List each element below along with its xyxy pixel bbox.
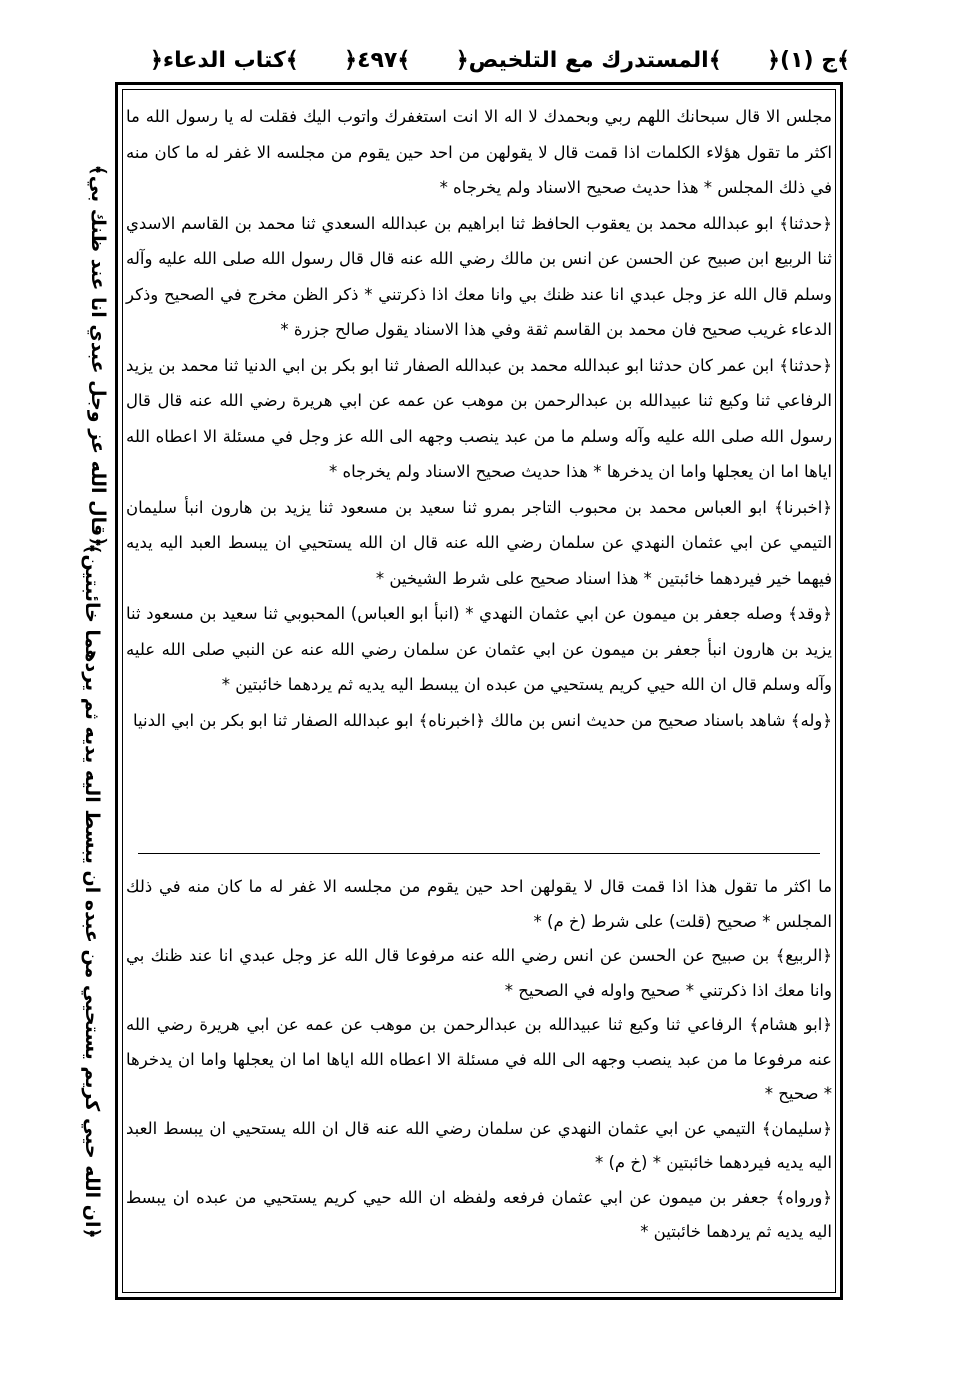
paragraph: ﴿وقد﴾ وصله جعفر بن ميمون عن ابي عثمان النهدي * (انبأ ابو العباس) المحبوبي ثنا سعيد بن مسعود ثنا يزيد بن هارون انبأ جعفر بن ميمون عن ابي عثمان عن سلمان رضي الله عنه عن النبي صلى الله عليه وآله وسلم قال ان الله حيي كريم يستحيي من عبده ان يبسط اليه يديه ثم يردهما خائبتين * (126, 604, 832, 694)
page-frame (115, 82, 843, 1300)
summary-text (126, 870, 832, 1290)
paragraph: ﴿اخبرنا﴾ ابو العباس محمد بن محبوب التاجر بمرو ثنا سعيد بن مسعود ثنا يزيد بن هارون انبأ سليمان التيمي عن ابي عثمان النهدي عن سلمان رضي الله عنه قال ان الله يستحيي ان يبسط العبد اليه يديه فيهما خير فيردهما خائبتين * هذا اسناد صحيح على شرط الشيخين * (126, 497, 832, 588)
section-divider (138, 853, 820, 854)
margin-note-2: ﴿ان الله حيي كريم يستحيي من عبده ان يبسط اليه يديه ثم يردهما خائبتين﴾ (81, 543, 103, 1239)
margin-note-1: ﴿قال الله عز وجل عبدي انا عند ظنك بي﴾ (87, 164, 109, 548)
page-header (150, 40, 850, 80)
summary-paragraph: ﴿ورواه﴾ جعفر بن ميمون عن ابي عثمان فرفعه ولفظه ان الله حيي كريم يستحيي من عبده ان يبسط اليه يديه ثم يردهما خائبتين * (126, 1187, 832, 1241)
page-number: ﴿٤٩٧﴾ (344, 47, 411, 73)
summary-paragraph: ﴿الربيع﴾ بن صبيح عن الحسن عن انس رضي الله عنه مرفوعا قال الله عز وجل عبدي انا عند ظنك بي وانا معك اذا ذكرتني * صحيح واوله في الصحيح * (126, 946, 832, 1000)
volume-number: ﴿ج (١)﴾ (767, 47, 850, 73)
paragraph: مجلس الا قال سبحانك اللهم ربي وبحمدك لا اله الا انت استغفرك واتوب اليك فقلت له يا رسول الله ما اكثر ما تقول هؤلاء الكلمات اذا قمت قال لا يقولهن من احد حين يقوم من مجلسه الا غفر له ما كان منه في ذلك المجلس * هذا حديث صحيح الاسناد ولم يخرجاه * (126, 107, 832, 197)
summary-paragraph: ما اكثر ما تقول هذا اذا قمت قال لا يقولهن احد حين يقوم من مجلسه الا غفر له ما كان منه في ذلك المجلس * صحيح (قلت) على شرط (خ م) * (126, 877, 832, 931)
paragraph: ﴿حدثنا﴾ ابن عمر كان حدثنا ابو عبدالله محمد بن عبدالله الصفار ثنا ابو بكر بن ابي الدنيا ثنا محمد بن يزيد الرفاعي ثنا وكيع ثنا عبيدالله بن عبدالرحمن بن موهب عن عمه عن ابي هريرة رضي الله عنه قال قال رسول الله صلى الله عليه وآله وسلم ما من عبد ينصب وجهه الى الله عز وجل في مسئلة الا اعطاه الله اياها اما ان يعجلها واما ان يدخرها * هذا حديث صحيح الاسناد ولم يخرجاه * (126, 355, 832, 481)
paragraph: ﴿وله﴾ شاهد باسناد صحيح من حديث انس بن مالك ﴿اخبرناه﴾ ابو عبدالله الصفار ثنا ابو بكر بن ابي الدنيا (132, 710, 832, 730)
main-text (126, 99, 832, 819)
paragraph: ﴿حدثنا﴾ ابو عبدالله محمد بن يعقوب الحافظ ثنا ابراهيم بن عبدالله السعدي ثنا محمد بن القاسم الاسدي ثنا الربيع ابن صبيح عن الحسن عن انس بن مالك رضي الله عنه قال قال رسول الله صلى الله عليه وآله وسلم قال الله عز وجل عبدي انا عند ظنك بي وانا معك اذا ذكرتني * ذكر الظن مخرج في الصحيح وذكر الدعاء غريب صحيح فان محمد بن القاسم ثقة وفي هذا الاسناد يقول صالح جزرة * (126, 213, 832, 339)
summary-paragraph: ﴿ابو هشام﴾ الرفاعي ثنا وكيع ثنا عبيدالله بن عبدالرحمن بن موهب عن عمه عن ابي هريرة رضي الله عنه مرفوعا ما من عبد ينصب وجهه الى الله في مسئلة الا اعطاه الله اياها اما ان يعجلها واما ان يدخرها * صحيح * (126, 1015, 832, 1103)
chapter-title: ﴿كتاب الدعاء﴾ (150, 47, 299, 73)
book-title: ﴿المستدرك مع التلخيص﴾ (455, 47, 722, 73)
summary-paragraph: ﴿سليمان﴾ التيمي عن ابي عثمان النهدي عن سلمان رضي الله عنه قال ان الله يستحيي ان يبسط العبد اليه يديه فيردهما خائبتين * (خ م) * (126, 1118, 832, 1172)
